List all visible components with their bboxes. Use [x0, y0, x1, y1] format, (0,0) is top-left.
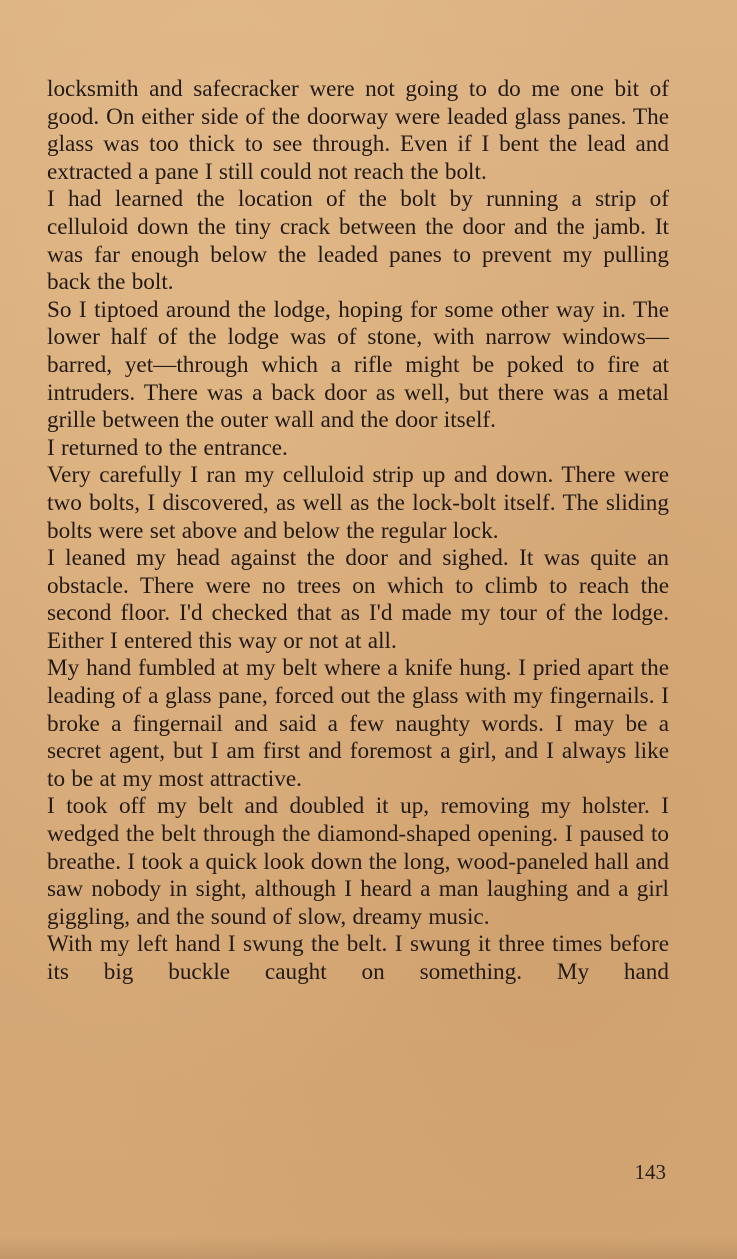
paragraph: I had learned the location of the bolt by running a strip of celluloid down the tiny crack between the door and the jamb. It was far enough below the leaded panes to prevent my pulling back the bolt. [47, 186, 669, 296]
body-text [47, 76, 669, 987]
page-edge-shadow [0, 1237, 737, 1259]
paragraph: I took off my belt and doubled it up, removing my holster. I wedged the belt through the diamond-shaped opening. I paused to breathe. I took a quick look down the long, wood-paneled hall and saw nobody in sight, although I heard a man laughing and a girl giggling, and the sound of slow, dreamy music. [47, 793, 669, 930]
paragraph: I leaned my head against the door and sighed. It was quite an obstacle. There were no trees on which to climb to reach the second floor. I'd checked that as I'd made my tour of the lodge. Either I entered this way or not at all. [47, 545, 669, 654]
paragraph: So I tiptoed around the lodge, hoping for some other way in. The lower half of the lodge was of stone, with narrow windows—barred, yet—through which a rifle might be poked to fire at intruders. There was a back door as well, but there was a metal grille between the outer wall and the door itself. [47, 296, 669, 434]
paragraph: My hand fumbled at my belt where a knife hung. I pried apart the leading of a glass pane, forced out the glass with my fingernails. I broke a fingernail and said a few naughty words. I may be a secret agent, but I am first and foremost a girl, and I always like to be at my most attractive. [47, 655, 669, 792]
paragraph: locksmith and safecracker were not going to do me one bit of good. On either side of the doorway were leaded glass panes. The glass was too thick to see through. Even if I bent the lead and extracted a pane I still could not reach the bolt. [47, 76, 669, 185]
paragraph: With my left hand I swung the belt. I swung it three times before its big buckle caught on something. My hand [47, 931, 669, 985]
paragraph: Very carefully I ran my celluloid strip up and down. There were two bolts, I discovered, as well as the lock-bolt itself. The sliding bolts were set above and below the regular lock. [47, 462, 669, 544]
paragraph: I returned to the entrance. [47, 434, 288, 461]
page-number: 143 [634, 1160, 666, 1184]
